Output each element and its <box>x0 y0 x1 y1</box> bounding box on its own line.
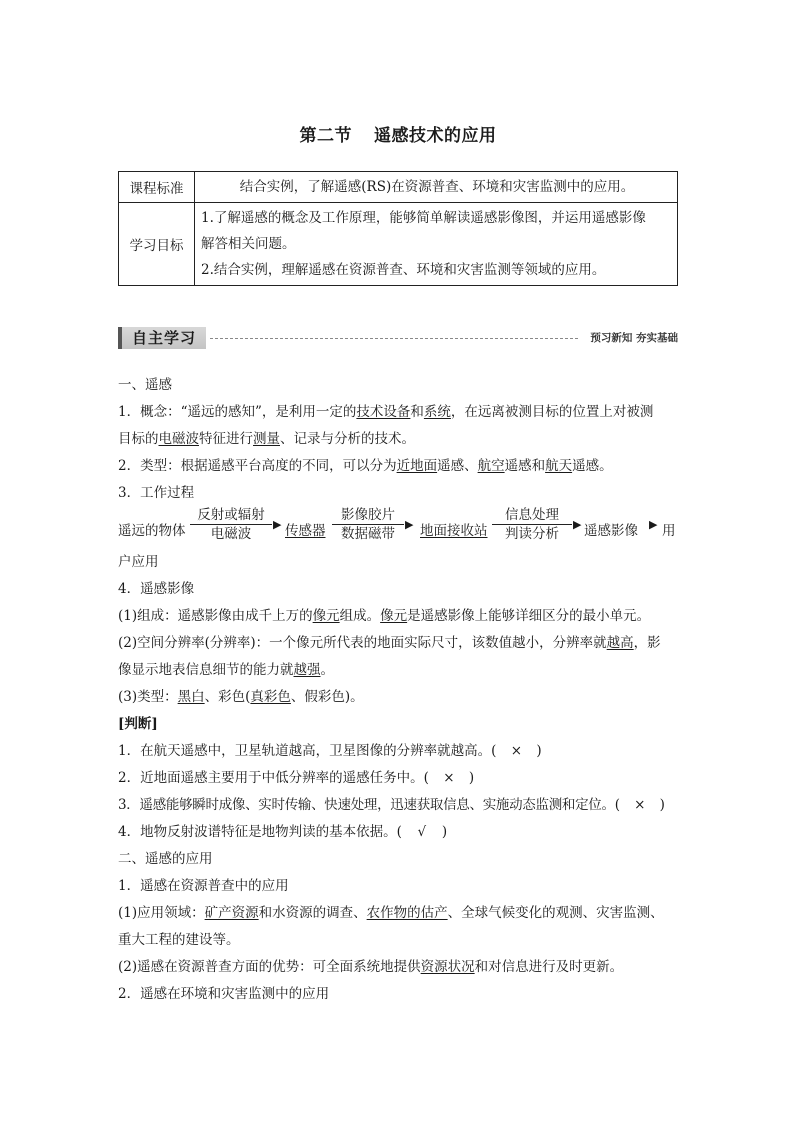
answer-blank: 测量 <box>253 431 280 447</box>
section-name: 遥感技术的应用 <box>374 126 497 146</box>
text: ) <box>659 797 665 813</box>
text: ，影 <box>633 635 661 651</box>
answer-blank: 近地面 <box>396 458 438 474</box>
text: 遥感和 <box>504 458 546 474</box>
answer-blank: 黑白 <box>177 689 205 705</box>
flow-node-image: 遥感影像 <box>584 523 638 539</box>
text: 。 <box>320 662 334 678</box>
curriculum-standard-text: 结合实例，了解遥感(RS)在资源普查、环境和灾害监测中的应用。 <box>195 172 678 203</box>
arrow-head-icon: ▶ <box>405 518 414 531</box>
answer-blank: 航空 <box>477 458 505 474</box>
text: (2)遥感在资源普查方面的优势：可全面系统地提供 <box>118 959 421 975</box>
text: 和 <box>410 404 424 420</box>
flow-arrow <box>492 507 572 543</box>
flow-arrow-bottom: 判读分析 <box>505 526 559 542</box>
text: ) <box>441 824 448 840</box>
judge-question: 2．近地面遥感主要用于中低分辨率的遥感任务中。( <box>118 770 429 786</box>
arrow-head-icon: ▶ <box>649 518 658 531</box>
section-heading: 一、遥感 <box>118 377 172 393</box>
text: (2)空间分辨率(分辨率)：一个像元所代表的地面实际尺寸，该数值越小，分辨率就 <box>118 635 607 651</box>
answer-blank: 技术设备 <box>356 404 411 420</box>
sub-heading: 1．遥感在资源普查中的应用 <box>118 878 289 894</box>
process-flow <box>118 507 678 549</box>
answer-blank: 航天 <box>545 458 573 474</box>
sub-heading: 2．遥感在环境和灾害监测中的应用 <box>118 986 330 1002</box>
judge-heading: [判断] <box>118 716 158 732</box>
content-body <box>118 372 678 1008</box>
judge-answer: × <box>443 770 455 786</box>
text: (1)组成：遥感影像由成千上万的 <box>118 608 313 624</box>
judge-item <box>118 765 678 792</box>
flow-end-line: 户应用 <box>118 554 159 570</box>
flow-start: 遥远的物体 <box>118 523 186 539</box>
answer-blank: 越高 <box>606 635 634 651</box>
flow-arrow-top: 反射或辐射 <box>190 507 272 525</box>
concept-line-1 <box>118 399 678 426</box>
text: 、假彩色)。 <box>290 689 364 705</box>
flow-arrow-bottom: 电磁波 <box>210 526 252 542</box>
text: 是遥感影像上能够详细区分的最小单元。 <box>407 608 651 624</box>
field-line-2: 重大工程的建设等。 <box>118 932 240 948</box>
banner-tag: 自主学习 <box>118 327 206 349</box>
advantage-line <box>118 954 678 981</box>
resolution-line-1 <box>118 630 678 657</box>
table-row <box>119 172 678 203</box>
image-types-line <box>118 684 678 711</box>
judge-question: 4．地物反射波谱特征是地物判读的基本依据。( <box>118 824 402 840</box>
answer-blank: 越强 <box>293 662 321 678</box>
concept-line-2 <box>118 426 678 453</box>
flow-arrow-top: 信息处理 <box>492 507 572 525</box>
answer-blank: 像元 <box>312 608 340 624</box>
answer-blank: 像元 <box>380 608 408 624</box>
section-number: 第二节 <box>299 126 352 146</box>
text: 像显示地表信息细节的能力就 <box>118 662 294 678</box>
text: 特征进行 <box>199 431 253 447</box>
text: 、记录与分析的技术。 <box>280 431 415 447</box>
judge-item <box>118 819 678 846</box>
answer-blank: 农作物的估产 <box>366 905 448 921</box>
goal-line: 2.结合实例，理解遥感在资源普查、环境和灾害监测等领域的应用。 <box>201 262 606 278</box>
judge-answer: √ <box>417 824 427 840</box>
process-heading: 3．工作过程 <box>118 485 195 501</box>
text: 组成。 <box>339 608 381 624</box>
text: 和水资源的调查、 <box>258 905 367 921</box>
text: 、彩色( <box>204 689 251 705</box>
answer-blank: 系统 <box>423 404 451 420</box>
answer-blank: 资源状况 <box>420 959 475 975</box>
text: 、全球气候变化的观测、灾害监测、 <box>447 905 664 921</box>
flow-arrow <box>332 507 404 543</box>
table-row <box>119 203 678 286</box>
goal-line: 1.了解遥感的概念及工作原理，能够简单解读遥感影像图，并运用遥感影像 <box>201 210 646 226</box>
judge-answer: × <box>634 797 646 813</box>
banner-divider <box>210 338 578 339</box>
image-heading: 4．遥感影像 <box>118 581 195 597</box>
text: (1)应用领域： <box>118 905 205 921</box>
learning-goal-label: 学习目标 <box>119 203 195 286</box>
section-heading: 二、遥感的应用 <box>118 851 213 867</box>
learning-goal-text <box>195 203 678 286</box>
judge-item <box>118 738 678 765</box>
text: 遥感、 <box>437 458 478 474</box>
text: 遥感。 <box>572 458 613 474</box>
page-title <box>118 121 678 146</box>
banner-subtitle: 预习新知 夯实基础 <box>590 332 678 344</box>
answer-blank: 电磁波 <box>158 431 199 447</box>
field-line-1 <box>118 900 678 927</box>
curriculum-table <box>118 171 678 286</box>
answer-blank: 矿产资源 <box>204 905 259 921</box>
goal-line: 解答相关问题。 <box>201 236 296 252</box>
text: ) <box>468 770 475 786</box>
text: ) <box>536 743 542 759</box>
text: 目标的 <box>118 431 159 447</box>
flow-arrow-top: 影像胶片 <box>332 507 404 525</box>
answer-blank: 真彩色 <box>250 689 291 705</box>
curriculum-standard-label: 课程标准 <box>119 172 195 203</box>
text: 1．概念：“遥远的感知”，是利用一定的 <box>118 404 357 420</box>
flow-node-sensor: 传感器 <box>285 523 326 539</box>
text: ，在远离被测目标的位置上对被测 <box>450 404 654 420</box>
arrow-head-icon: ▶ <box>273 518 282 531</box>
section-banner <box>118 326 678 352</box>
text: 和对信息进行及时更新。 <box>474 959 624 975</box>
flow-arrow <box>190 507 272 543</box>
text: (3)类型： <box>118 689 178 705</box>
flow-end: 用 <box>662 523 676 539</box>
resolution-line-2 <box>118 657 678 684</box>
flow-node-station: 地面接收站 <box>420 523 488 539</box>
judge-answer: × <box>510 743 523 759</box>
judge-question: 3．遥感能够瞬时成像、实时传输、快速处理，迅速获取信息、实施动态监测和定位。( <box>118 797 620 813</box>
judge-question: 1．在航天遥感中，卫星轨道越高，卫星图像的分辨率就越高。( <box>118 743 497 759</box>
text: 2．类型：根据遥感平台高度的不同，可以分为 <box>118 458 397 474</box>
arrow-head-icon: ▶ <box>573 518 582 531</box>
types-line <box>118 453 678 480</box>
judge-item <box>118 792 678 819</box>
composition-line <box>118 603 678 630</box>
flow-arrow-bottom: 数据磁带 <box>341 526 395 542</box>
